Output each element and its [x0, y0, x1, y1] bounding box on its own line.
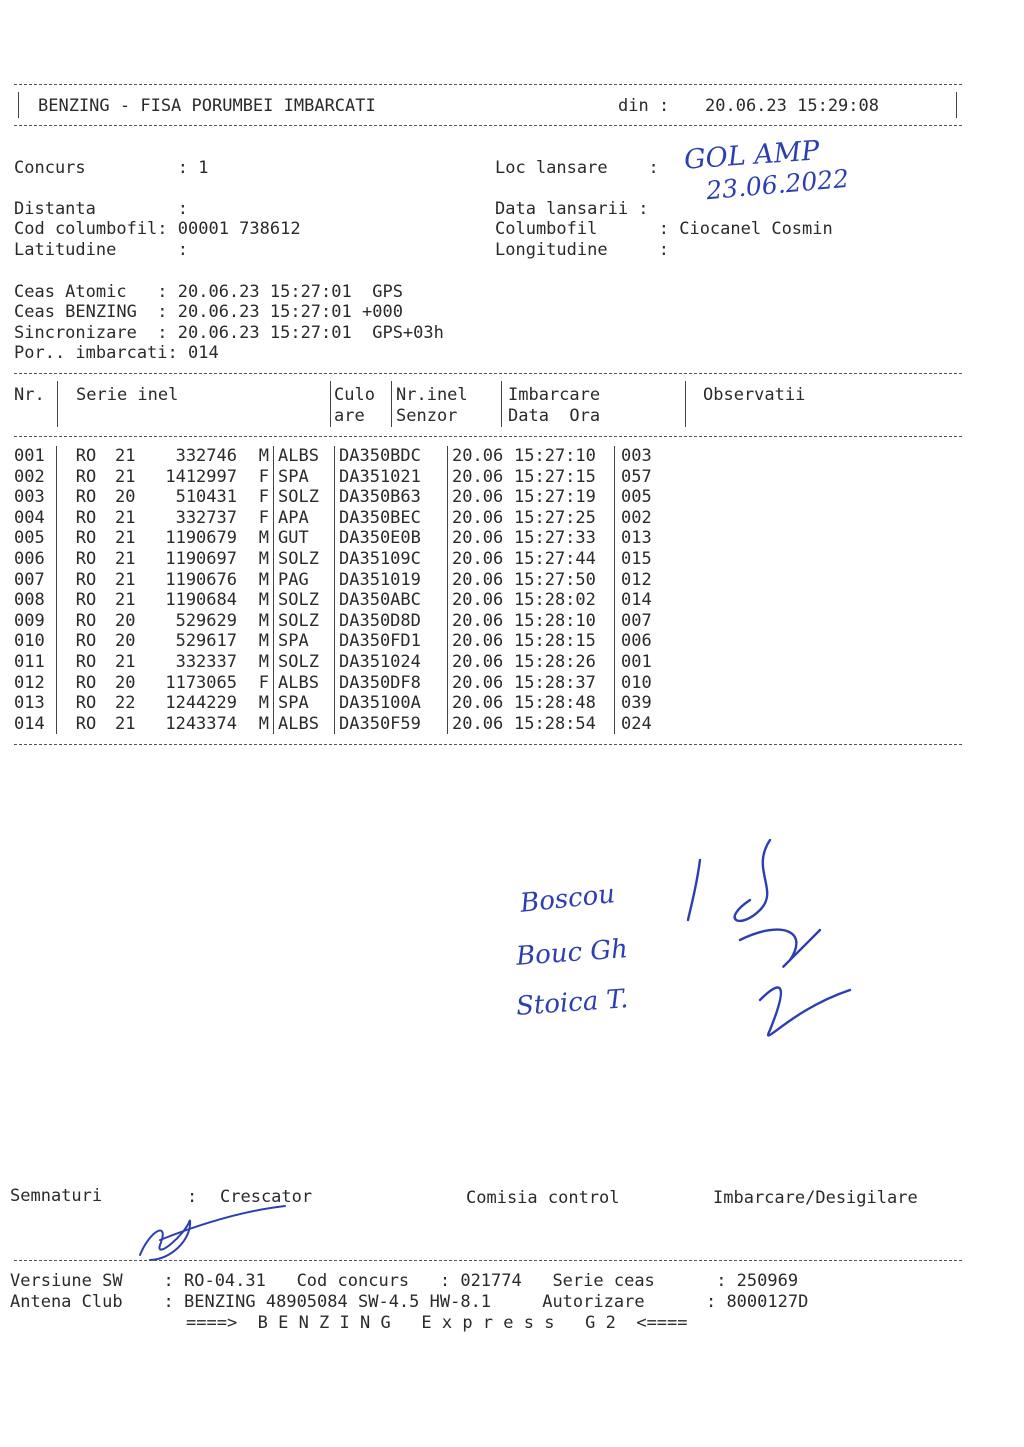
cell-sx: M	[258, 610, 269, 631]
cell-cc: RO	[57, 693, 116, 714]
col-senzor-1: Nr.inel	[396, 385, 468, 405]
comisia-control-label: Comisia control	[466, 1188, 620, 1208]
handwritten-name: Stoica T.	[515, 984, 630, 1022]
longitudine-field: Longitudine :	[495, 240, 669, 260]
cell-cc: RO	[57, 446, 116, 467]
cell-dt: 20.06	[448, 714, 515, 735]
cell-tm: 15:27:33	[514, 528, 596, 549]
cell-sx: M	[258, 590, 269, 611]
loc-lansare-handwritten: GOL AMP	[683, 135, 821, 176]
cell-snz: DA35109C	[335, 549, 448, 570]
cell-nr: 004	[14, 507, 45, 528]
col-culoare-1: Culo	[334, 385, 375, 405]
cell-dt: 20.06	[448, 487, 515, 508]
cell-sx: F	[258, 487, 269, 508]
table-row	[14, 714, 681, 735]
cell-cc: RO	[57, 487, 116, 508]
cell-sx: M	[258, 651, 269, 672]
cell-tm: 15:28:02	[514, 590, 596, 611]
cell-col: SOLZ	[274, 611, 335, 632]
footer-line-1: Versiune SW : RO-04.31 Cod concurs : 021774 Serie ceas : 250969	[10, 1271, 799, 1291]
cell-tm: 15:27:44	[514, 548, 596, 569]
cell-sx: M	[258, 528, 269, 549]
table-row	[14, 446, 681, 467]
col-nr: Nr.	[14, 385, 45, 405]
footer-line-2: Antena Club : BENZING 48905084 SW-4.5 HW-8.1 Autorizare : 8000127D	[10, 1292, 809, 1312]
ceas-atomic: Ceas Atomic : 20.06.23 15:27:01 GPS	[14, 282, 403, 302]
cell-yr: 21	[115, 466, 136, 487]
cell-snz: DA351019	[335, 570, 448, 591]
cell-tm: 15:27:25	[514, 507, 596, 528]
cell-yr: 21	[115, 651, 136, 672]
cell-tm: 15:28:10	[514, 610, 596, 631]
porumbei-imbarcati-count: Por.. imbarcati: 014	[14, 343, 219, 363]
cell-nr: 006	[14, 548, 45, 569]
loc-lansare-field: Loc lansare :	[495, 158, 659, 178]
imbarcare-desigilare-label: Imbarcare/Desigilare	[713, 1188, 918, 1208]
col-serie-inel: Serie inel	[76, 385, 179, 405]
table-row	[14, 652, 681, 673]
cell-dt: 20.06	[448, 631, 515, 652]
cell-nr: 011	[14, 651, 45, 672]
cell-snz: DA350F59	[335, 714, 448, 735]
cell-ob: 013	[615, 528, 682, 549]
cell-ob: 006	[615, 631, 682, 652]
cell-cc: RO	[57, 467, 116, 488]
footer-top-rule	[14, 1260, 962, 1261]
cell-ob: 012	[615, 570, 682, 591]
cell-sx: M	[258, 713, 269, 734]
cell-yr: 21	[115, 528, 136, 549]
cell-tm: 15:27:10	[514, 446, 596, 466]
handwritten-name: Boscou	[518, 879, 617, 919]
sincronizare: Sincronizare : 20.06.23 15:27:01 GPS+03h	[14, 323, 444, 343]
table-end-rule	[14, 744, 962, 745]
col-sep	[330, 381, 331, 427]
cell-sx: F	[258, 466, 269, 487]
cell-ob: 007	[615, 611, 682, 632]
cell-rg: 332746	[175, 446, 237, 466]
cell-dt: 20.06	[448, 693, 515, 714]
pigeons-table	[14, 446, 681, 734]
cell-rg: 1190684	[165, 590, 237, 611]
cell-snz: DA350B63	[335, 487, 448, 508]
cell-rg: 1244229	[165, 693, 237, 714]
cell-col: APA	[274, 508, 335, 529]
table-row	[14, 487, 681, 508]
cell-cc: RO	[57, 611, 116, 632]
data-lansarii-handwritten: 23.06.2022	[705, 163, 851, 206]
cell-rg: 332737	[175, 507, 237, 528]
cell-tm: 15:28:15	[514, 631, 596, 652]
cell-tm: 15:28:48	[514, 693, 596, 714]
cell-col: SOLZ	[274, 549, 335, 570]
cell-col: PAG	[274, 570, 335, 591]
header-left-bar	[18, 92, 19, 118]
cell-yr: 21	[115, 590, 136, 611]
cell-rg: 1173065	[165, 672, 237, 693]
cell-nr: 005	[14, 528, 45, 549]
cell-cc: RO	[57, 652, 116, 673]
cell-cc: RO	[57, 528, 116, 549]
cell-rg: 529629	[175, 610, 237, 631]
cell-cc: RO	[57, 673, 116, 694]
cell-ob: 005	[615, 487, 682, 508]
cell-snz: DA350FD1	[335, 631, 448, 652]
col-observatii: Observatii	[703, 385, 806, 405]
cell-cc: RO	[57, 631, 116, 652]
cell-yr: 22	[115, 693, 136, 714]
ceas-benzing: Ceas BENZING : 20.06.23 15:27:01 +000	[14, 302, 403, 322]
cell-snz: DA35100A	[335, 693, 448, 714]
document-title: BENZING - FISA PORUMBEI IMBARCATI	[38, 96, 376, 116]
cell-tm: 15:27:15	[514, 466, 596, 487]
cell-dt: 20.06	[448, 611, 515, 632]
concurs-field: Concurs : 1	[14, 158, 209, 178]
table-row	[14, 673, 681, 694]
cell-cc: RO	[57, 570, 116, 591]
witness-signature-mark	[660, 830, 860, 1070]
cell-ob: 024	[615, 714, 682, 735]
cell-ob: 002	[615, 508, 682, 529]
columns-bottom-rule	[14, 436, 962, 437]
cell-dt: 20.06	[448, 549, 515, 570]
cell-yr: 21	[115, 548, 136, 569]
cell-sx: M	[258, 548, 269, 569]
pigeons-table-body	[14, 446, 681, 734]
cell-dt: 20.06	[448, 590, 515, 611]
cell-yr: 21	[115, 569, 136, 590]
cell-ob: 003	[615, 446, 682, 467]
cell-dt: 20.06	[448, 508, 515, 529]
cell-sx: F	[258, 507, 269, 528]
cell-cc: RO	[57, 590, 116, 611]
table-row	[14, 508, 681, 529]
header-right-bar	[956, 92, 957, 118]
header-top-rule	[14, 84, 962, 85]
cell-col: SOLZ	[274, 487, 335, 508]
cell-ob: 057	[615, 467, 682, 488]
cell-nr: 003	[14, 487, 45, 508]
cell-col: SPA	[274, 693, 335, 714]
col-sep	[391, 381, 392, 427]
date-value: 20.06.23 15:29:08	[705, 96, 879, 116]
cell-tm: 15:28:54	[514, 713, 596, 734]
cell-col: SPA	[274, 631, 335, 652]
cell-nr: 002	[14, 466, 45, 487]
cell-ob: 010	[615, 673, 682, 694]
cell-sx: M	[258, 569, 269, 590]
cell-snz: DA350DF8	[335, 673, 448, 694]
table-row	[14, 693, 681, 714]
cell-snz: DA350ABC	[335, 590, 448, 611]
cell-rg: 1190697	[165, 548, 237, 569]
col-imbarcare-2: Data Ora	[508, 406, 601, 426]
cell-col: SOLZ	[274, 652, 335, 673]
cell-ob: 014	[615, 590, 682, 611]
crescator-label: Crescator	[220, 1187, 313, 1207]
cell-sx: F	[258, 672, 269, 693]
cell-snz: DA350D8D	[335, 611, 448, 632]
cell-cc: RO	[57, 714, 116, 735]
cell-tm: 15:27:50	[514, 569, 596, 590]
handwritten-name: Bouc Gh	[515, 934, 629, 972]
cell-nr: 010	[14, 631, 45, 652]
col-culoare-2: are	[334, 406, 365, 426]
cell-col: ALBS	[274, 714, 335, 735]
cell-col: SPA	[274, 467, 335, 488]
cell-rg: 1190679	[165, 528, 237, 549]
cell-tm: 15:28:37	[514, 672, 596, 693]
col-imbarcare-1: Imbarcare	[508, 385, 601, 405]
latitudine-field: Latitudine :	[14, 240, 188, 260]
cod-columbofil-field: Cod columbofil: 00001 738612	[14, 219, 301, 239]
cell-ob: 015	[615, 549, 682, 570]
cell-ob: 039	[615, 693, 682, 714]
columbofil-field: Columbofil : Ciocanel Cosmin	[495, 219, 833, 239]
cell-col: ALBS	[274, 446, 335, 467]
cell-dt: 20.06	[448, 528, 515, 549]
semnaturi-separator: :	[187, 1187, 198, 1207]
cell-yr: 20	[115, 487, 136, 508]
table-row	[14, 528, 681, 549]
cell-dt: 20.06	[448, 446, 515, 467]
cell-nr: 007	[14, 569, 45, 590]
cell-col: ALBS	[274, 673, 335, 694]
cell-nr: 001	[14, 446, 45, 466]
table-row	[14, 570, 681, 591]
header-bottom-rule	[14, 125, 962, 126]
cell-dt: 20.06	[448, 570, 515, 591]
semnaturi-label: Semnaturi	[10, 1186, 103, 1206]
cell-rg: 1243374	[165, 713, 237, 734]
cell-nr: 014	[14, 713, 45, 734]
cell-dt: 20.06	[448, 652, 515, 673]
cell-sx: M	[258, 693, 269, 714]
cell-yr: 20	[115, 631, 136, 652]
distanta-field: Distanta :	[14, 199, 188, 219]
cell-snz: DA350BEC	[335, 508, 448, 529]
footer-banner: ====> B E N Z I N G E x p r e s s G 2 <====	[186, 1313, 688, 1333]
date-label: din :	[618, 96, 670, 116]
table-row	[14, 549, 681, 570]
cell-yr: 21	[115, 507, 136, 528]
table-row	[14, 631, 681, 652]
cell-rg: 1412997	[165, 466, 237, 487]
cell-rg: 1190676	[165, 569, 237, 590]
cell-snz: DA351024	[335, 652, 448, 673]
cell-snz: DA350BDC	[335, 446, 448, 467]
cell-sx: M	[258, 446, 269, 466]
data-lansarii-field: Data lansarii :	[495, 199, 649, 219]
cell-yr: 20	[115, 672, 136, 693]
cell-dt: 20.06	[448, 673, 515, 694]
cell-snz: DA350E0B	[335, 528, 448, 549]
cell-nr: 008	[14, 590, 45, 611]
cell-nr: 012	[14, 672, 45, 693]
cell-nr: 009	[14, 610, 45, 631]
cell-nr: 013	[14, 693, 45, 714]
cell-tm: 15:28:26	[514, 651, 596, 672]
cell-sx: M	[258, 631, 269, 652]
col-senzor-2: Senzor	[396, 406, 458, 426]
cell-rg: 529617	[175, 631, 237, 652]
col-sep	[57, 381, 58, 427]
cell-yr: 20	[115, 610, 136, 631]
cell-col: SOLZ	[274, 590, 335, 611]
cell-ob: 001	[615, 652, 682, 673]
columns-top-rule	[14, 373, 962, 374]
table-row	[14, 590, 681, 611]
col-sep	[501, 381, 502, 427]
cell-yr: 21	[115, 446, 136, 466]
cell-col: GUT	[274, 528, 335, 549]
table-row	[14, 611, 681, 632]
cell-yr: 21	[115, 713, 136, 734]
cell-snz: DA351021	[335, 467, 448, 488]
col-sep	[685, 381, 686, 427]
cell-rg: 510431	[175, 487, 237, 508]
cell-tm: 15:27:19	[514, 487, 596, 508]
cell-rg: 332337	[175, 651, 237, 672]
cell-cc: RO	[57, 508, 116, 529]
table-row	[14, 467, 681, 488]
cell-cc: RO	[57, 549, 116, 570]
cell-dt: 20.06	[448, 467, 515, 488]
